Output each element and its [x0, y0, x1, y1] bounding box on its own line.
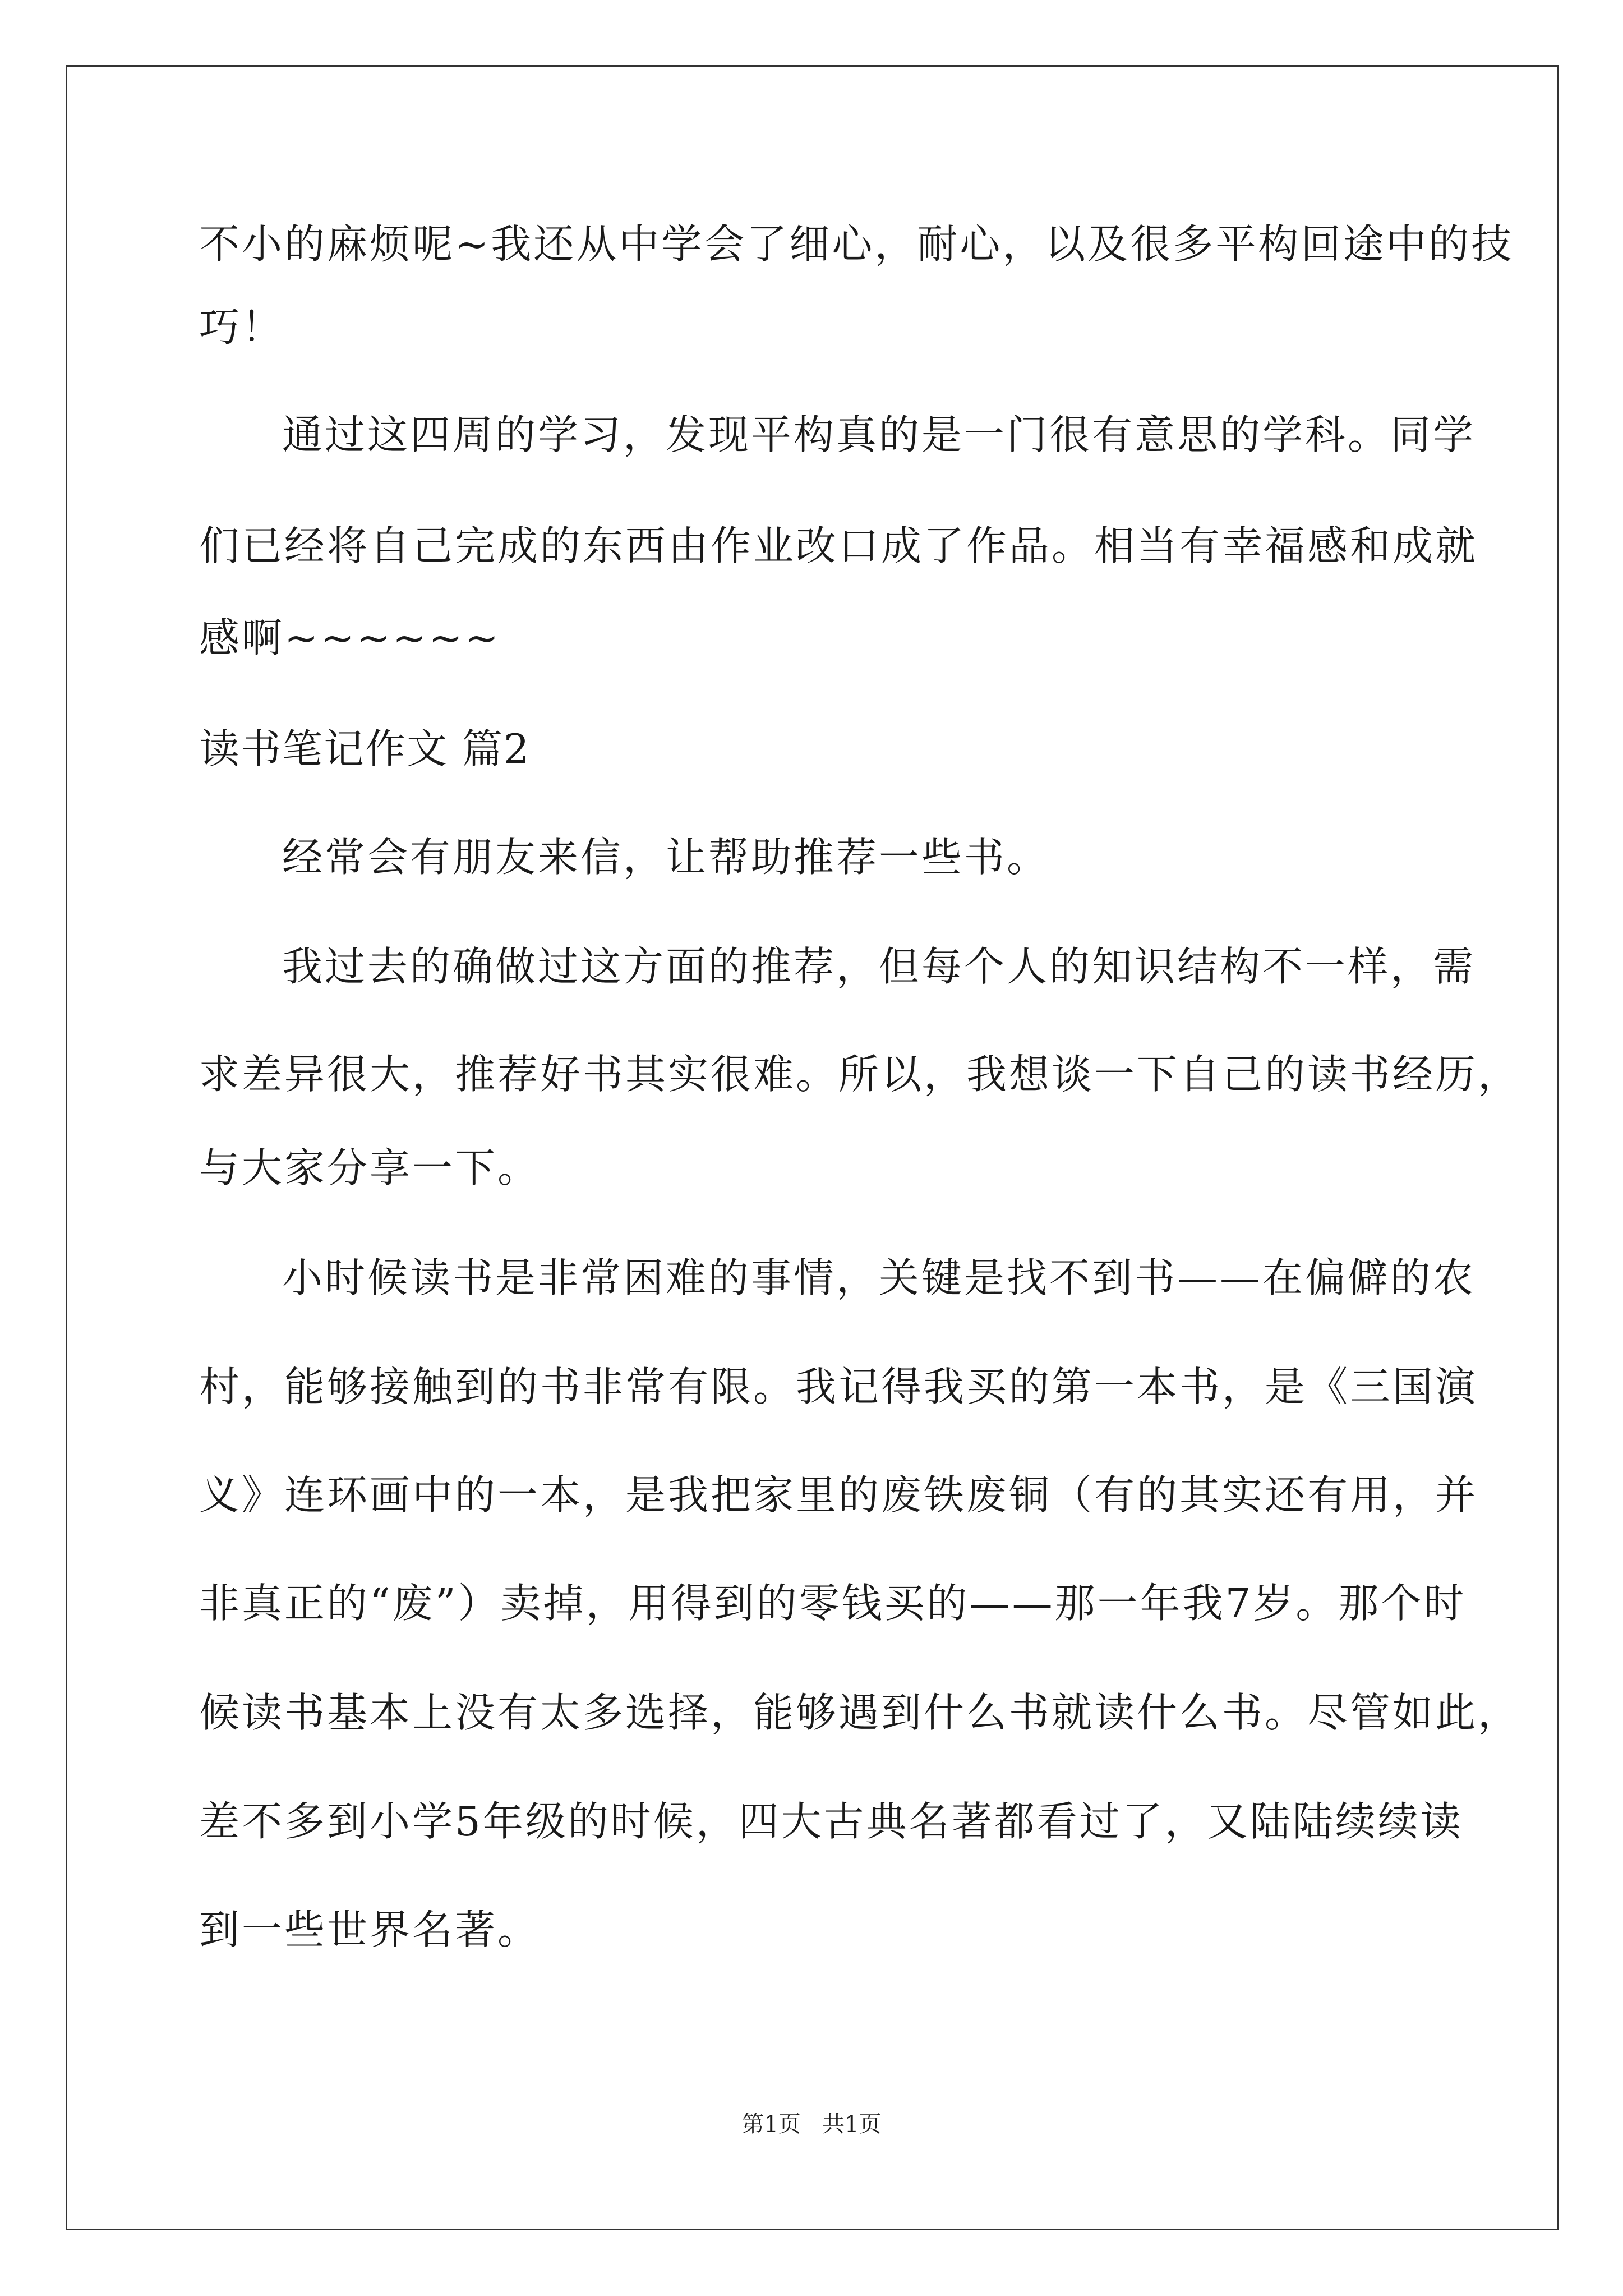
- text-line-13: 义》连环画中的一本，是我把家里的废铁废铜（有的其实还有用，并: [199, 1471, 1478, 1519]
- text-line-1: 不小的麻烦呢~我还从中学会了细心，耐心，以及很多平构回途中的技: [199, 220, 1514, 268]
- text-line-15: 候读书基本上没有太多选择，能够遇到什么书就读什么书。尽管如此，: [199, 1689, 1521, 1736]
- text-line-16: 差不多到小学5年级的时候，四大古典名著都看过了，又陆陆续续读: [199, 1798, 1463, 1845]
- text-line-7: 经常会有朋友来信，让帮助推荐一些书。: [282, 834, 1050, 881]
- text-line-8: 我过去的确做过这方面的推荐，但每个人的知识结构不一样，需: [282, 943, 1476, 990]
- text-line-12: 村，能够接触到的书非常有限。我记得我买的第一本书，是《三国演: [199, 1363, 1478, 1410]
- section-heading: 读书笔记作文 篇2: [199, 725, 531, 772]
- text-line-10: 与大家分享一下。: [199, 1144, 541, 1191]
- text-line-11: 小时候读书是非常困难的事情，关键是找不到书——在偏僻的农: [282, 1254, 1476, 1301]
- text-line-2: 巧！: [199, 303, 285, 351]
- text-line-3: 通过这四周的学习，发现平构真的是一门很有意思的学科。同学: [282, 411, 1476, 458]
- text-line-14: 非真正的“废”）卖掉，用得到的零钱买的——那一年我7岁。那个时: [199, 1580, 1467, 1627]
- text-line-4: 们已经将自己完成的东西由作业改口成了作品。相当有幸福感和成就: [199, 522, 1478, 569]
- text-line-5: 感啊~~~~~~: [199, 614, 501, 661]
- text-line-17: 到一些世界名著。: [199, 1906, 541, 1953]
- text-line-9: 求差异很大，推荐好书其实很难。所以，我想谈一下自己的读书经历，: [199, 1051, 1521, 1098]
- page-footer: 第1页 共1页: [741, 2111, 882, 2137]
